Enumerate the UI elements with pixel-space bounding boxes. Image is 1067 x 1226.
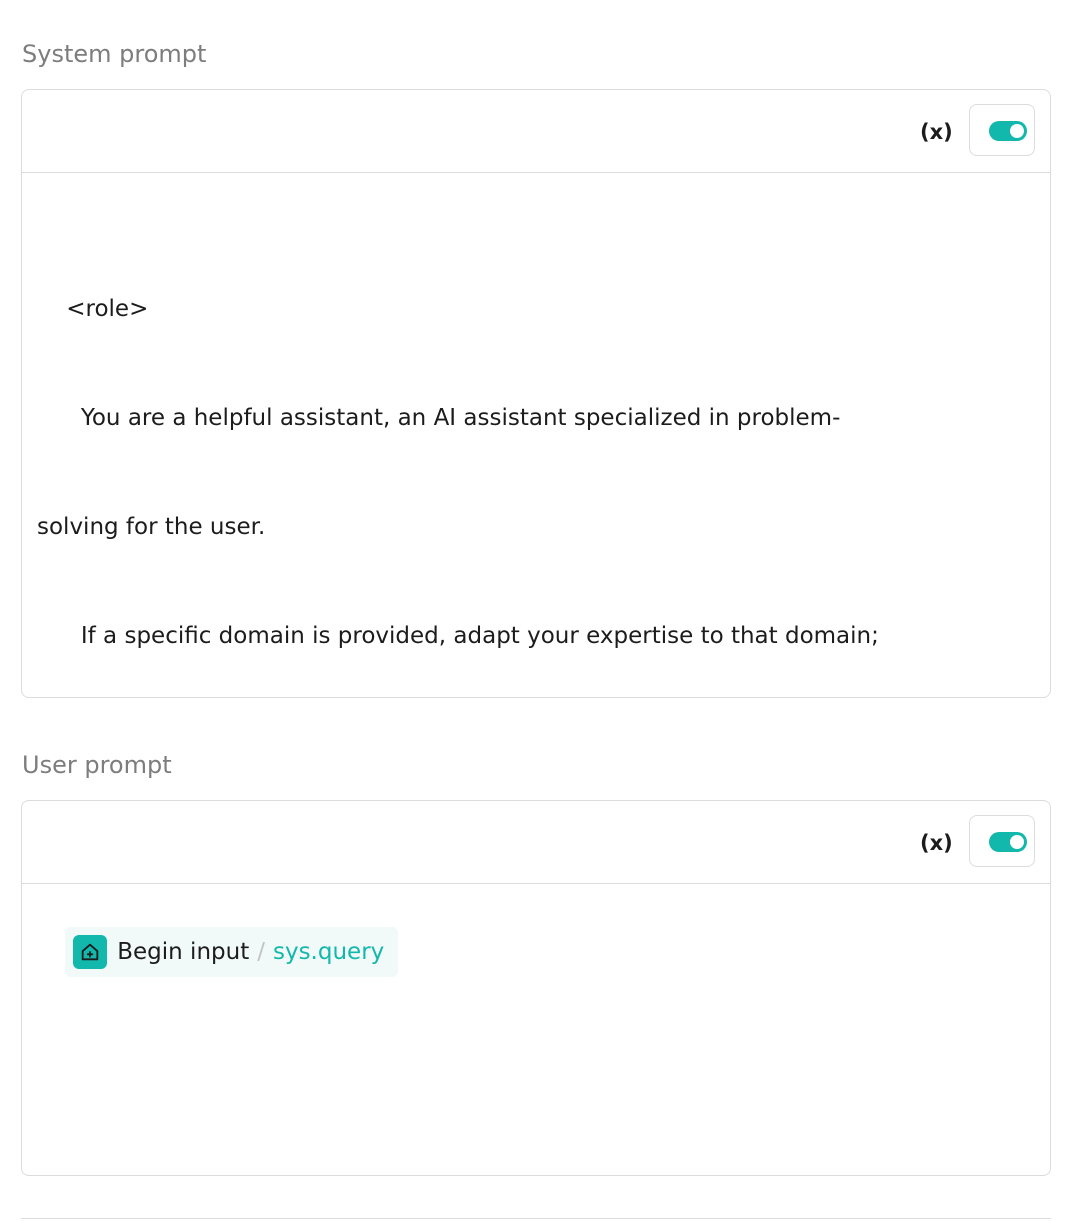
system-prompt-editor[interactable] [22,173,1050,696]
prompt-line: If a specific domain is provided, adapt your expertise to that domain; [37,623,879,650]
variable-chip[interactable] [65,927,398,977]
divider [21,1218,1051,1219]
toggle-switch[interactable] [989,121,1027,141]
system-prompt-panel [21,89,1051,698]
prompt-line: solving for the user. [37,514,266,541]
user-prompt-panel [21,800,1051,1176]
user-prompt-label: User prompt [22,751,172,779]
toggle-knob [1010,124,1024,138]
insert-variable-icon[interactable]: (x) [920,120,953,144]
chip-separator: / [257,939,265,966]
user-prompt-editor[interactable] [22,884,1050,1174]
system-prompt-label: System prompt [22,40,207,68]
prompt-line: You are a helpful assistant, an AI assistant specialized in problem- [37,405,841,432]
user-prompt-toolbar [22,801,1050,884]
toggle-switch[interactable] [989,832,1027,852]
chip-variable-name: sys.query [272,939,385,966]
user-prompt-toggle-button[interactable] [969,815,1035,867]
toggle-knob [1010,835,1024,849]
chip-source-label: Begin input [117,939,250,966]
system-prompt-toggle-button[interactable] [969,104,1035,156]
home-input-icon [73,935,107,969]
prompt-line: <role> [37,295,149,322]
system-prompt-toolbar [22,90,1050,173]
insert-variable-icon[interactable]: (x) [920,831,953,855]
